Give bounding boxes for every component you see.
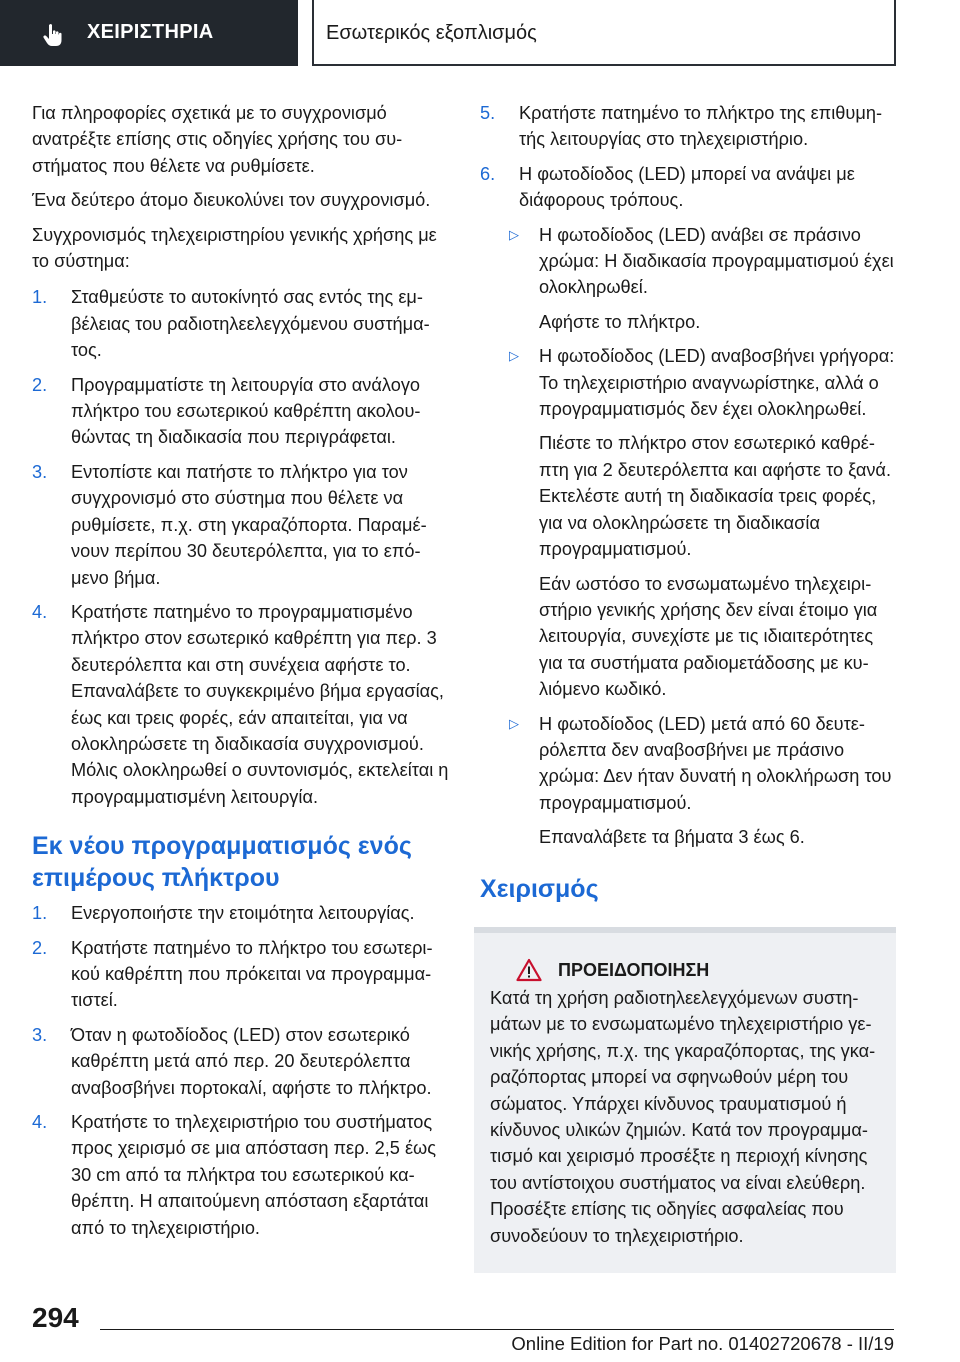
step-text: Κρατήστε πατημένο το προγραμματισμένο πλήκτρο στον εσωτερικό καθρέπτη για περ. 3 δευτερόλεπτα και στη συνέχεια αφήστε το. Επαναλάβετε το συγκεκριμένο βήμα εργασίας, έως και τρεις φορές, εάν απαιτείται, για να ολοκληρώσετε τη διαδικασία συγχρονισμού. Μόλις ολοκληρωθεί ο συντονισμός, εκτελείται η προγραμματισμένη λειτουργία. [71, 601, 449, 807]
step-number: 4. [32, 601, 48, 622]
right-column [480, 100, 896, 1273]
step-number: 1. [32, 287, 48, 308]
step-item [32, 459, 452, 591]
intro-paragraph: Ένα δεύτερο άτομο διευκολύνει τον συγχρονισμό. [32, 190, 431, 211]
warning-title: ΠΡΟΕΙΔΟΠΟΙΗΣΗ [558, 959, 710, 980]
step-text: Κρατήστε πατημένο το πλήκτρο της επιθυμητής λειτουργίας στο τηλεχειριστήριο. [519, 103, 882, 150]
header-brand-label: ΧΕΙΡΙΣΤΗΡΙΑ [87, 21, 214, 43]
bullet-item [480, 343, 896, 422]
triangle-bullet-icon: ▷ [509, 348, 519, 364]
footer-divider [100, 1329, 894, 1330]
step-number: 5. [480, 103, 496, 123]
bullet-item [480, 222, 896, 301]
step-text: Σταθμεύστε το αυτοκίνητό σας εντός της εμβέλειας του ραδιοτηλεελεγχόμενου συστήματος. [71, 287, 430, 361]
step-item [480, 161, 896, 214]
hand-pointer-icon [40, 22, 66, 48]
step-number: 4. [32, 1112, 48, 1132]
bullet-followup: Πιέστε το πλήκτρο στον εσωτερικό καθρέπτη για 2 δευτερόλεπτα και αφήστε το ξανά. Εκτελέστε αυτή τη διαδικασία τρεις φορές, για να ολοκληρώσετε τη διαδικασία προγραμματισμού. [539, 433, 891, 560]
warning-header [536, 957, 880, 983]
step-text: Κρατήστε το τηλεχειριστήριο του συστήματος προς χειρισμό σε μια απόσταση περ. 2,5 έως 30 cm από τα πλήκτρα του εσωτερικού καθρέπτη. Η απαιτούμενη απόσταση εξαρτάται από το τηλεχειριστήριο. [71, 1112, 437, 1238]
step-number: 2. [32, 937, 48, 958]
step-number: 2. [32, 374, 48, 395]
step-item [32, 599, 452, 810]
step-text: Εντοπίστε και πατήστε το πλήκτρο για τον συγχρονισμό στο σύστημα που θέλετε να ρυθμίσετε, π.χ. στη γκαραζόπορτα. Παραμένουν περίπου 30 δευτερόλεπτα, για το επόμενο βήμα. [71, 461, 427, 588]
warning-triangle-icon [516, 958, 542, 982]
step-text: Προγραμματίστε τη λειτουργία στο ανάλογο πλήκτρο του εσωτερικού καθρέπτη ακολουθώντας τη διαδικασία που περιγράφεται. [71, 374, 421, 448]
step-item [32, 1109, 452, 1241]
step-text: Η φωτοδίοδος (LED) μπορεί να ανάψει με διάφορους τρόπους. [519, 163, 855, 211]
footer-edition: Online Edition for Part no. 01402720678 - II/19 [511, 1333, 894, 1354]
step-item [480, 100, 896, 153]
section-heading: Εκ νέου προγραμματισμός ενός επιμέρους πλήκτρου [32, 832, 412, 893]
step-text: Ενεργοποιήστε την ετοιμότητα λειτουργίας. [71, 903, 415, 924]
section-heading: Χειρισμός [480, 874, 599, 903]
step-text: Όταν η φωτοδίοδος (LED) στον εσωτερικό καθρέπτη μετά από περ. 20 δευτερόλεπτα αναβοσβήνει πορτοκαλί, αφήστε το πλήκτρο. [71, 1024, 432, 1098]
header-section-box [312, 0, 896, 66]
intro-paragraph: Για πληροφορίες σχετικά με το συγχρονισμό ανατρέξτε επίσης στις οδηγίες χρήσης του συστήματος που θέλετε να ρυθμίσετε. [32, 103, 403, 176]
page-number: 294 [32, 1302, 79, 1333]
step-number: 3. [32, 1024, 48, 1045]
bullet-text: Η φωτοδίοδος (LED) αναβοσβήνει γρήγορα: Το τηλεχειριστήριο αναγνωρίστηκε, αλλά ο προγραμματισμός δεν έχει ολοκληρωθεί. [539, 346, 895, 420]
step-item [32, 1022, 452, 1101]
step-number: 6. [480, 163, 496, 184]
step-item [32, 372, 452, 451]
step-item [32, 935, 452, 1014]
warning-text: Κατά τη χρήση ραδιοτηλεελεγχόμενων συστημάτων με το ενσωματωμένο τηλεχειριστήριο γενικής χρήσης, π.χ. της γκαραζόπορτας, της γκαραζόπορτας μπορεί να σφηνωθούν μέρη του σώματος. Υπάρχει κίνδυνος τραυματισμού ή κίνδυνος υλικών ζημιών. Κατά τον προγραμματισμό και χειρισμό προσέξτε η περιοχή κίνησης του αντίστοιχου συστήματος να είναι ελεύθερη. Προσέξτε επίσης τις οδηγίες ασφαλείας που συνοδεύουν το τηλεχειριστήριο. [490, 987, 876, 1246]
bullet-text: Η φωτοδίοδος (LED) μετά από 60 δευτερόλεπτα δεν αναβοσβήνει με πράσινο χρώμα: Δεν ήταν δυνατή η ολοκλήρωση του προγραμματισμού. [539, 713, 892, 813]
header-section-title: Εσωτερικός εξοπλισμός [326, 22, 537, 44]
bullet-item [480, 711, 896, 817]
header-brand-bar [0, 0, 298, 66]
intro-paragraph: Συγχρονισμός τηλεχειριστηρίου γενικής χρήσης με το σύστημα: [32, 224, 437, 272]
bullet-text: Η φωτοδίοδος (LED) ανάβει σε πράσινο χρώμα: Η διαδικασία προγραμματισμού έχει ολοκληρωθεί. [539, 224, 894, 298]
warning-box [474, 927, 896, 1273]
step-item [32, 284, 452, 363]
step-item [32, 900, 452, 926]
bullet-followup: Εάν ωστόσο το ενσωματωμένο τηλεχειριστήριο γενικής χρήσης δεν είναι έτοιμο για λειτουργία, συνεχίστε με τις ιδιαιτερότητες για τα συστήματα ραδιομετάδοσης με κυλιόμενο κωδικό. [539, 573, 878, 700]
left-column [32, 100, 452, 1249]
bullet-followup: Επαναλάβετε τα βήματα 3 έως 6. [539, 827, 805, 848]
page-header [0, 0, 960, 66]
step-text: Κρατήστε πατημένο το πλήκτρο του εσωτερικού καθρέπτη που πρόκειται να προγραμματιστεί. [71, 937, 433, 1011]
step-number: 3. [32, 461, 48, 482]
step-number: 1. [32, 903, 48, 924]
triangle-bullet-icon: ▷ [509, 226, 519, 242]
bullet-followup: Αφήστε το πλήκτρο. [539, 311, 701, 332]
triangle-bullet-icon: ▷ [509, 715, 519, 731]
